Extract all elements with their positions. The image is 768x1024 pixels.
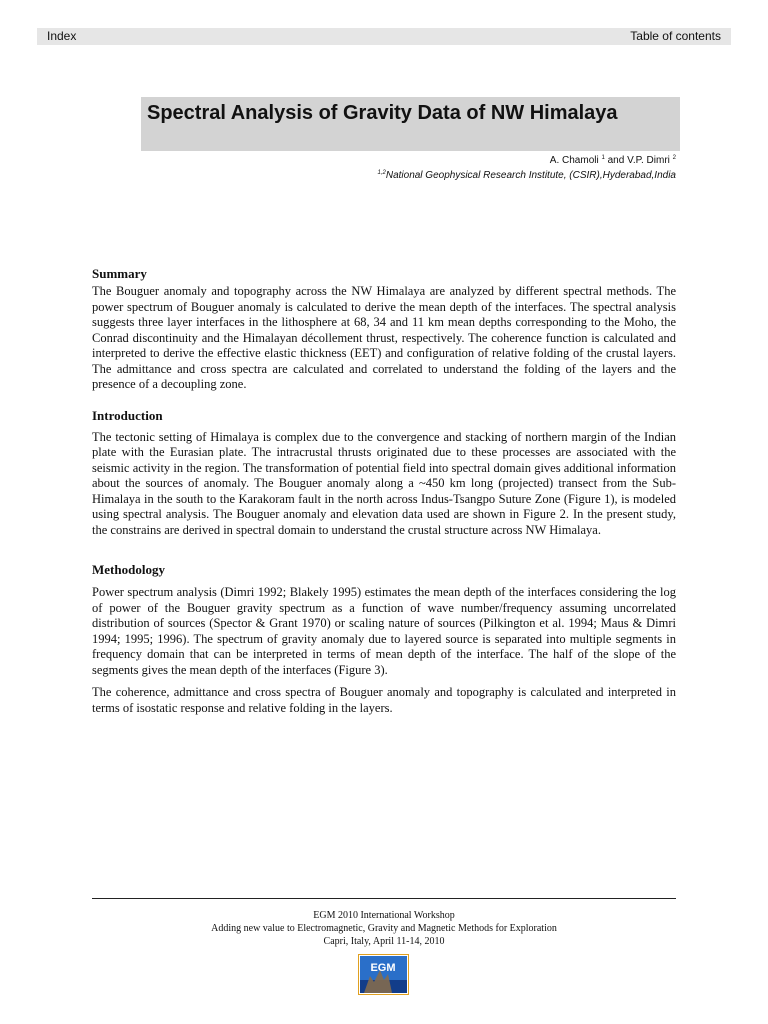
author-line	[378, 152, 677, 167]
author-block	[378, 152, 677, 182]
author-name-2: and V.P. Dimri	[607, 155, 670, 166]
paper-title: Spectral Analysis of Gravity Data of NW Himalaya	[147, 102, 618, 124]
summary-paragraph: The Bouguer anomaly and topography across the NW Himalaya are analyzed by different spectral methods. The power spectrum of Bouguer anomaly is calculated to derive the mean depth of the interfaces. The spectral analysis suggests three layer interfaces in the lithosphere at 68, 34 and 11 km mean depths corresponding to the Moho, the Conrad discontinuity and the Himalayan décollement thrust, respectively. The coherence function is calculated and interpreted to derive the effective elastic thickness (EET) and configuration of relative folding of the crustal layers. The admittance and cross spectra are calculated and correlated to understand the folding of the layers and the presence of a decoupling zone.	[92, 284, 676, 391]
footer	[92, 909, 676, 948]
footer-workshop-subtitle: Adding new value to Electromagnetic, Gravity and Magnetic Methods for Exploration	[211, 923, 557, 934]
affiliation-text: National Geophysical Research Institute, (CSIR),Hyderabad,India	[385, 170, 676, 181]
footer-divider	[92, 898, 676, 899]
main-content	[92, 266, 676, 716]
author-1-superscript: 1	[601, 155, 605, 161]
summary-heading: Summary	[92, 266, 147, 281]
affiliation-line	[378, 167, 677, 182]
top-navigation-bar	[37, 28, 731, 45]
methodology-paragraph-2: The coherence, admittance and cross spectra of Bouguer anomaly and topography is calculated and interpreted in terms of isostatic response and relative folding in the layers.	[92, 685, 676, 715]
svg-text:EGM: EGM	[370, 962, 396, 974]
introduction-heading: Introduction	[92, 407, 163, 423]
table-of-contents-link[interactable]: Table of contents	[630, 29, 721, 43]
introduction-paragraph: The tectonic setting of Himalaya is complex due to the convergence and stacking of northern margin of the Indian plate with the Eurasian plate. The intracrustal thrusts originated due to these processes are associated with the seismic activity in the region. The transformation of potential field into spectral domain gives additional information about the sources of anomaly. The Bouguer anomaly along a ~450 km long (projected) transect from the Sub-Himalaya in the south to the Karakoram fault in the north across Indus-Tsangpo Suture Zone (Figure 1), is modeled using spectral analysis. The Bouguer anomaly and elevation data used are shown in Figure 2. In the present study, the constrains are derived in spectral domain to understand the crustal structure across NW Himalaya.	[92, 429, 676, 537]
footer-location-date: Capri, Italy, April 11-14, 2010	[323, 936, 445, 947]
author-2-superscript: 2	[672, 155, 676, 161]
methodology-heading: Methodology	[92, 562, 165, 577]
author-name-1: A. Chamoli	[549, 155, 599, 166]
title-banner	[141, 97, 680, 151]
affiliation-superscript: 1,2	[377, 170, 386, 176]
methodology-section	[92, 562, 676, 716]
summary-section	[92, 266, 676, 393]
index-link[interactable]: Index	[47, 29, 77, 43]
egm-logo	[358, 954, 409, 995]
introduction-section	[92, 408, 676, 539]
methodology-paragraph-1: Power spectrum analysis (Dimri 1992; Blakely 1995) estimates the mean depth of the interfaces considering the log of power of the Bouguer gravity spectrum as a function of wave number/frequency assuming uncorrelated distribution of sources (Spector & Grant 1970) or scaling nature of sources (Pilkington et al. 1994; Maus & Dimri 1994; 1995; 1996). The spectrum of gravity anomaly due to layered source is separated into multiple segments in frequency domain that can be interpreted in terms of mean depth of the interface. The half of the slope of the segments gives the mean depth of the interfaces (Figure 3).	[92, 585, 676, 677]
footer-workshop-name: EGM 2010 International Workshop	[313, 910, 455, 921]
